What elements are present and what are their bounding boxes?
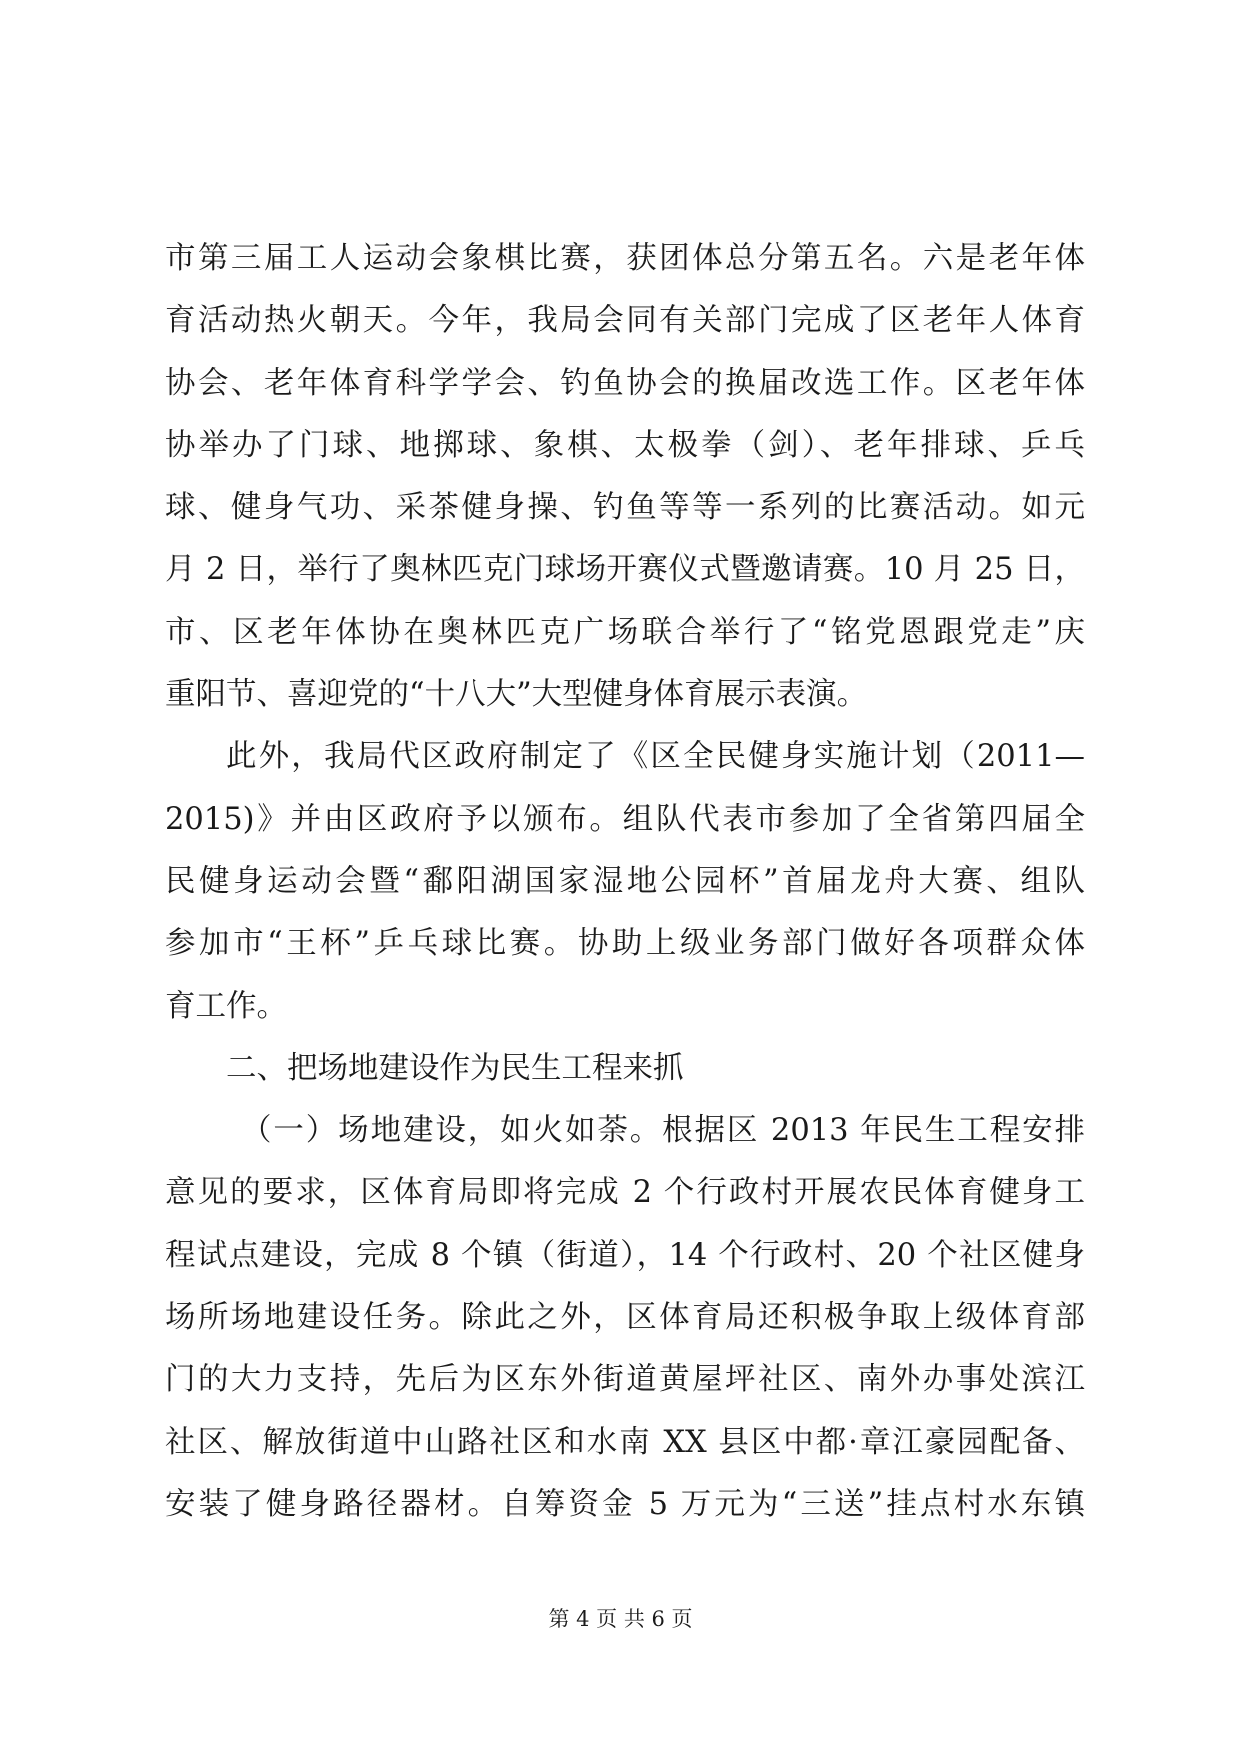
text-line: 市、区老年体协在奥林匹克广场联合举行了“铭党恩跟党走”庆 — [165, 614, 1085, 650]
text-line: 育活动热火朝天。今年，我局会同有关部门完成了区老年人体育 — [165, 303, 1085, 339]
text-line: 球、健身气功、采茶健身操、钓鱼等等一系列的比赛活动。如元 — [165, 490, 1085, 526]
text-line: 育工作。 — [165, 988, 287, 1024]
text-line: 民健身运动会暨“鄱阳湖国家湿地公园杯”首届龙舟大赛、组队 — [165, 863, 1085, 899]
body-text — [165, 228, 1085, 1536]
text-line: 场所场地建设任务。除此之外，区体育局还积极争取上级体育部 — [165, 1300, 1085, 1336]
text-line: 意见的要求，区体育局即将完成 2 个行政村开展农民体育健身工 — [165, 1175, 1085, 1211]
subsection-start-line: （一）场地建设，如火如荼。根据区 2013 年民生工程安排 — [241, 1113, 1085, 1149]
text-line: 安装了健身路径器材。自筹资金 5 万元为“三送”挂点村水东镇 — [165, 1486, 1085, 1522]
text-line: 2015)》并由区政府予以颁布。组队代表市参加了全省第四届全 — [165, 801, 1085, 837]
text-line: 参加市“王杯”乒乓球比赛。协助上级业务部门做好各项群众体 — [165, 926, 1085, 962]
page-number-footer: 第 4 页 共 6 页 — [548, 1607, 693, 1631]
section-heading: 二、把场地建设作为民生工程来抓 — [226, 1050, 684, 1086]
paragraph-start-line: 此外，我局代区政府制定了《区全民健身实施计划（2011— — [226, 739, 1085, 775]
text-line: 协举办了门球、地掷球、象棋、太极拳（剑）、老年排球、乒乓 — [165, 427, 1085, 463]
text-line: 协会、老年体育科学学会、钓鱼协会的换届改选工作。区老年体 — [165, 365, 1085, 401]
text-line: 程试点建设，完成 8 个镇（街道），14 个行政村、20 个社区健身 — [165, 1237, 1085, 1273]
text-line: 月 2 日，举行了奥林匹克门球场开赛仪式暨邀请赛。10 月 25 日， — [165, 552, 1085, 588]
text-line: 门的大力支持，先后为区东外街道黄屋坪社区、南外办事处滨江 — [165, 1362, 1085, 1398]
text-line: 重阳节、喜迎党的“十八大”大型健身体育展示表演。 — [165, 677, 868, 713]
text-line: 社区、解放街道中山路社区和水南 XX 县区中都·章江豪园配备、 — [165, 1424, 1085, 1460]
text-line: 市第三届工人运动会象棋比赛，获团体总分第五名。六是老年体 — [165, 241, 1085, 276]
